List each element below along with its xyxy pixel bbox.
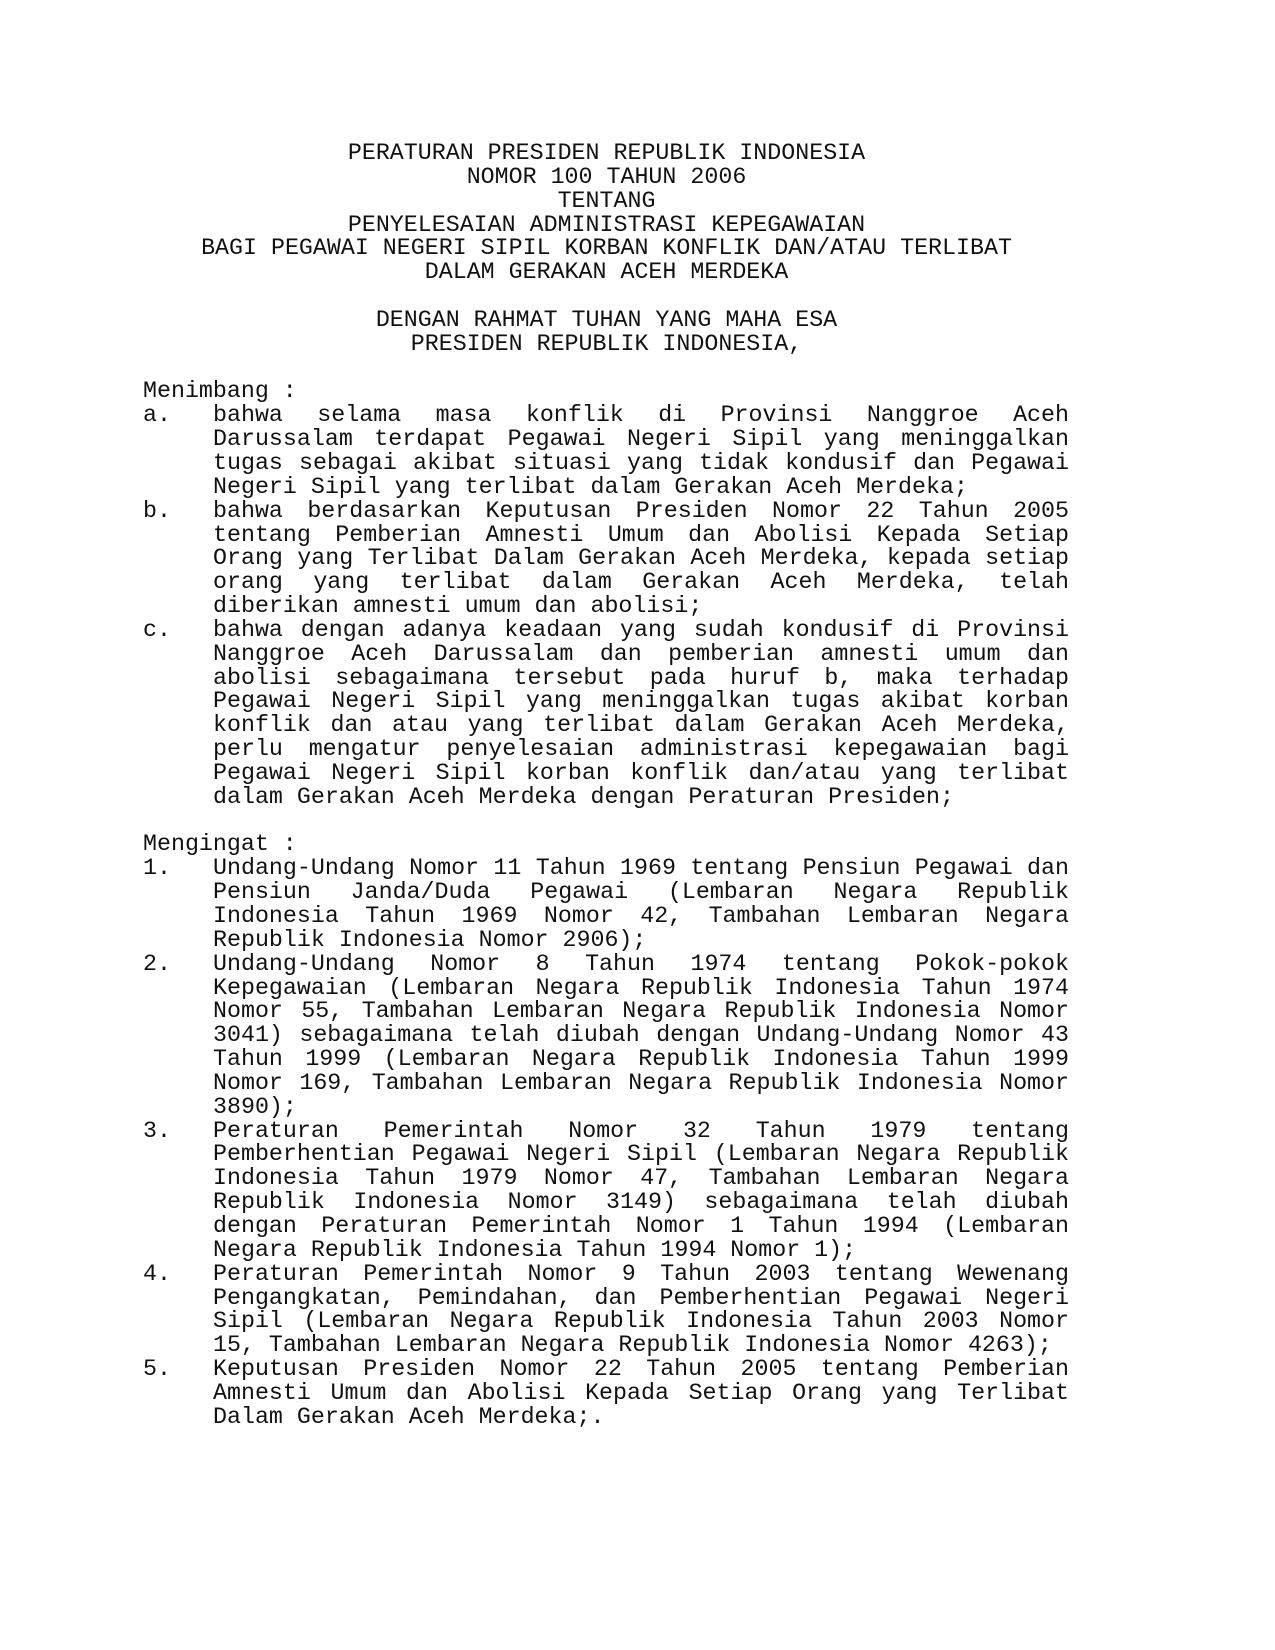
item-text xyxy=(213,1260,1069,1359)
text-line: dalam Gerakan Aceh Merdeka dengan Peraturan Presiden; xyxy=(213,783,954,810)
text-line: Pengangkatan, Pemindahan, dan Pemberhentian Pegawai Negeri xyxy=(213,1284,1069,1311)
text-line: Nomor 55, Tambahan Lembaran Negara Republik Indonesia Nomor xyxy=(213,998,1069,1025)
list-item xyxy=(143,950,1070,1120)
title-line: PENYELESAIAN ADMINISTRASI KEPEGAWAIAN xyxy=(347,211,866,238)
text-line: Indonesia Tahun 1979 Nomor 47, Tambahan Lembaran Negara xyxy=(213,1165,1069,1192)
item-marker: 1. xyxy=(143,855,171,882)
text-line: Pemberhentian Pegawai Negeri Sipil (Lembaran Negara Republik xyxy=(213,1141,1069,1168)
text-line: Nanggroe Aceh Darussalam dan pemberian amnesti umum dan xyxy=(213,640,1069,667)
text-line: Negara Republik Indonesia Tahun 1994 Nomor 1); xyxy=(213,1236,857,1263)
text-line: Republik Indonesia Nomor 3149) sebagaimana telah diubah xyxy=(213,1189,1069,1216)
text-line: Negeri Sipil yang terlibat dalam Gerakan Aceh Merdeka; xyxy=(213,473,968,500)
title-line: NOMOR 100 TAHUN 2006 xyxy=(466,163,747,190)
text-line: Nomor 169, Tambahan Lembaran Negara Republik Indonesia Nomor xyxy=(213,1069,1069,1096)
text-line: Republik Indonesia Nomor 2906); xyxy=(213,926,647,953)
item-text xyxy=(213,950,1069,1120)
text-line: 3890); xyxy=(213,1093,297,1120)
text-line: Pegawai Negeri Sipil korban konflik dan/atau yang terlibat xyxy=(213,759,1069,786)
title-line: BAGI PEGAWAI NEGERI SIPIL KORBAN KONFLIK DAN/ATAU TERLIBAT xyxy=(201,235,1012,262)
text-line: Orang yang Terlibat Dalam Gerakan Aceh Merdeka, kepada setiap xyxy=(213,545,1069,572)
item-marker: 2. xyxy=(143,950,171,977)
text-line: orang yang terlibat dalam Gerakan Aceh Merdeka, telah xyxy=(213,569,1069,596)
list-item xyxy=(143,497,1070,620)
section-heading: Mengingat : xyxy=(143,831,297,858)
text-line: Darussalam terdapat Pegawai Negeri Sipil yang meninggalkan xyxy=(213,426,1069,453)
text-line: dengan Peraturan Pemerintah Nomor 1 Tahun 1994 (Lembaran xyxy=(213,1212,1069,1239)
text-line: Peraturan Pemerintah Nomor 32 Tahun 1979 tentang xyxy=(213,1117,1069,1144)
invocation xyxy=(143,306,1070,357)
item-marker: 3. xyxy=(143,1117,171,1144)
spacer xyxy=(143,810,1070,834)
list-item xyxy=(143,404,1070,499)
text-line: Undang-Undang Nomor 8 Tahun 1974 tentang Pokok-pokok xyxy=(213,950,1069,977)
item-marker: 4. xyxy=(143,1260,171,1287)
item-marker: 5. xyxy=(143,1356,171,1383)
section-heading: Menimbang : xyxy=(143,378,297,405)
document-body xyxy=(143,380,1070,1429)
title-line: PERATURAN PRESIDEN REPUBLIK INDONESIA xyxy=(347,140,866,166)
text-line: Undang-Undang Nomor 11 Tahun 1969 tentang Pensiun Pegawai dan xyxy=(213,855,1069,882)
text-line: Pegawai Negeri Sipil yang meninggalkan tugas akibat korban xyxy=(213,688,1069,715)
text-line: perlu mengatur penyelesaian administrasi kepegawaian bagi xyxy=(213,736,1069,763)
text-line: Dalam Gerakan Aceh Merdeka;. xyxy=(213,1403,605,1430)
text-line: 15, Tambahan Lembaran Negara Republik Indonesia Nomor 4263); xyxy=(213,1332,1052,1359)
document-page xyxy=(143,142,1070,1430)
invocation-line: DENGAN RAHMAT TUHAN YANG MAHA ESA xyxy=(375,306,838,333)
text-line: diberikan amnesti umum dan abolisi; xyxy=(213,593,703,620)
item-marker: c. xyxy=(143,616,171,643)
text-line: abolisi sebagaimana tersebut pada huruf b, maka terhadap xyxy=(213,664,1069,691)
text-line: Sipil (Lembaran Negara Republik Indonesia Tahun 2003 Nomor xyxy=(213,1308,1069,1335)
list-item xyxy=(143,1358,1070,1430)
text-line: 3041) sebagaimana telah diubah dengan Undang-Undang Nomor 43 xyxy=(213,1022,1069,1049)
item-text xyxy=(213,497,1069,620)
text-line: Amnesti Umum dan Abolisi Kepada Setiap Orang yang Terlibat xyxy=(213,1379,1069,1406)
document-title xyxy=(143,142,1070,285)
text-line: bahwa selama masa konflik di Provinsi Nanggroe Aceh xyxy=(213,402,1069,429)
text-line: Indonesia Tahun 1969 Nomor 42, Tambahan Lembaran Negara xyxy=(213,903,1069,929)
list-item xyxy=(143,616,1070,810)
text-line: konflik dan atau yang terlibat dalam Gerakan Aceh Merdeka, xyxy=(213,712,1069,739)
item-text xyxy=(213,857,1069,952)
text-line: Keputusan Presiden Nomor 22 Tahun 2005 tentang Pemberian xyxy=(213,1356,1069,1383)
item-marker: a. xyxy=(143,402,171,429)
section-mengingat xyxy=(143,833,1070,1429)
item-text xyxy=(213,404,1069,499)
text-line: bahwa dengan adanya keadaan yang sudah kondusif di Provinsi xyxy=(213,616,1069,643)
text-line: tentang Pemberian Amnesti Umum dan Abolisi Kepada Setiap xyxy=(213,521,1069,548)
text-line: Peraturan Pemerintah Nomor 9 Tahun 2003 tentang Wewenang xyxy=(213,1260,1069,1287)
text-line: Tahun 1999 (Lembaran Negara Republik Indonesia Tahun 1999 xyxy=(213,1046,1069,1073)
invocation-line: PRESIDEN REPUBLIK INDONESIA, xyxy=(410,330,803,357)
text-line: Kepegawaian (Lembaran Negara Republik Indonesia Tahun 1974 xyxy=(213,974,1069,1001)
item-text xyxy=(213,1117,1069,1263)
list-item xyxy=(143,1260,1070,1359)
section-menimbang xyxy=(143,380,1070,809)
item-marker: b. xyxy=(143,497,171,524)
list-item xyxy=(143,1117,1070,1263)
item-text xyxy=(213,616,1069,810)
item-text xyxy=(213,1358,1069,1430)
list-item xyxy=(143,857,1070,952)
text-line: Pensiun Janda/Duda Pegawai (Lembaran Negara Republik xyxy=(213,879,1069,906)
title-line: TENTANG xyxy=(557,187,656,214)
title-line: DALAM GERAKAN ACEH MERDEKA xyxy=(424,259,789,286)
text-line: tugas sebagai akibat situasi yang tidak kondusif dan Pegawai xyxy=(213,449,1069,476)
text-line: bahwa berdasarkan Keputusan Presiden Nomor 22 Tahun 2005 xyxy=(213,497,1069,524)
